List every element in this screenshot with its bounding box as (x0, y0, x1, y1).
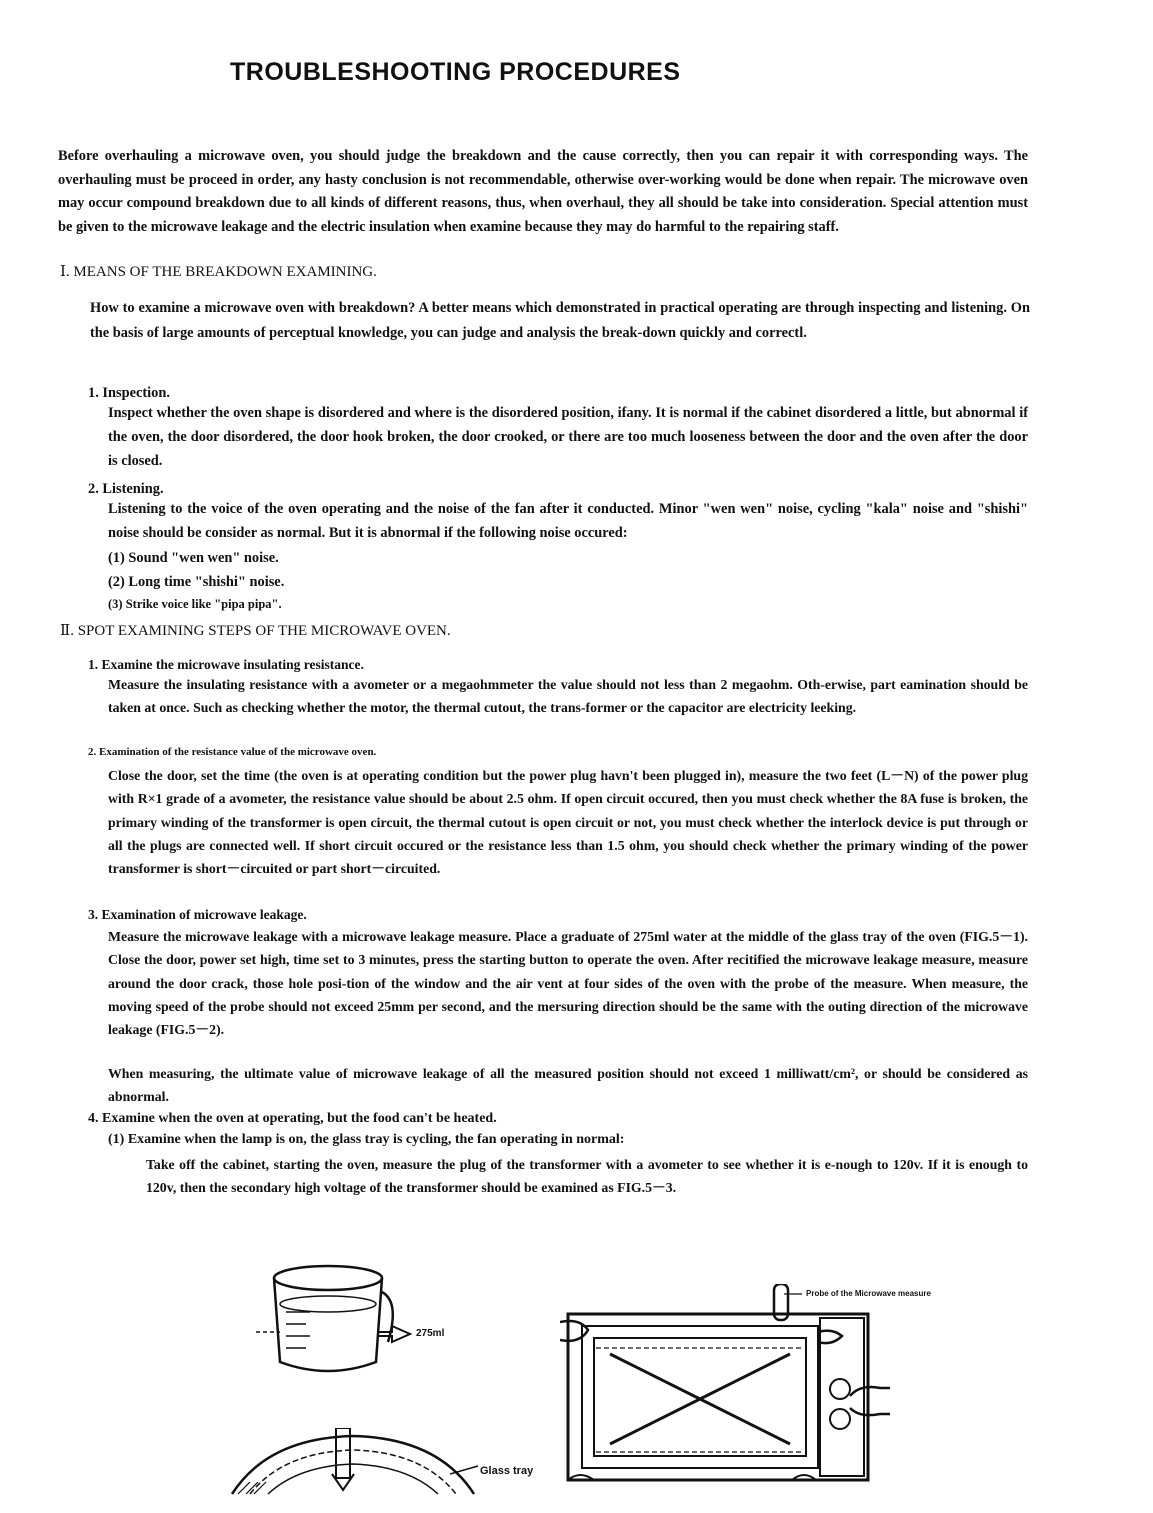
section-2-item-4-sub-body: Take off the cabinet, starting the oven, measure the plug of the transformer with a avometer to see whether it is e-nough to 120v. If it is enough to 120v, then the secondary high voltage of the transformer should be examined as FIG.5－3. (146, 1157, 1028, 1196)
section-2-heading: Ⅱ. SPOT EXAMINING STEPS OF THE MICROWAVE OVEN. (60, 623, 451, 639)
section-2-item-3-body: Measure the microwave leakage with a microwave leakage measure. Place a graduate of 275ml water at the middle of the glass tray of the oven (FIG.5－1). Close the door, power set high, time set to 3 minutes, press the starting button to operate the oven. After recitified the microwave leakage measure, measure around the door crack, those hole posi-tion of the window and the air vent at four sides of the oven with the probe of the measure. When measure, the moving speed of the probe should not exceed 25mm per second, and the mersuring direction should be the same with the outing direction of the microwave leakage (FIG.5－2). (108, 929, 1028, 1038)
noise-list-item-2: (2) Long time "shishi" noise. (108, 574, 285, 590)
beaker-figure (250, 1262, 480, 1382)
probe-label-leader (784, 1289, 804, 1299)
section-1-item-2-body: Listening to the voice of the oven operating and the noise of the fan after it conducted. Minor "wen wen" noise, cycling "kala" noise and "shishi" noise should be consider as normal. But it is abnormal if the following noise occured: (108, 501, 1028, 541)
probe-label: Probe of the Microwave measure (806, 1289, 931, 1298)
glass-tray-figure (228, 1428, 478, 1498)
section-2-item-2-title: 2. Examination of the resistance value of the microwave oven. (88, 746, 377, 758)
section-2-item-3-body-2: When measuring, the ultimate value of microwave leakage of all the measured position should not exceed 1 milliwatt/cm², or should be considered as abnormal. (108, 1066, 1028, 1105)
section-1-item-1-body: Inspect whether the oven shape is disordered and where is the disordered position, ifany. It is normal if the cabinet disordered a little, but abnormal if the oven, the door disordered, the door hook broken, the door crooked, or there are too much looseness between the door and the oven after the door is closed. (108, 405, 1028, 469)
intro-paragraph: Before overhauling a microwave oven, you should judge the breakdown and the cause correctly, then you can repair it with corresponding ways. The overhauling must be proceed in order, any hasty conclusion is not recommendable, otherwise over-working would be done when repair. The microwave oven may occur compound breakdown due to all kinds of different reasons, thus, when overhaul, they all should be take into consideration. Special attention must be given to the microwave leakage and the electric insulation when examine because they may do harmful to the repairing staff. (58, 148, 1028, 235)
tray-label: Glass tray (480, 1465, 534, 1477)
section-1-body: How to examine a microwave oven with breakdown? A better means which demonstrated in practical operating are through inspecting and listening. On the basis of large amounts of perceptual knowledge, you can judge and analysis the break-down quickly and correctl. (90, 300, 1030, 341)
noise-list-item-1: (1) Sound "wen wen" noise. (108, 550, 279, 566)
section-2-item-1-body: Measure the insulating resistance with a avometer or a megaohmmeter the value should not less than 2 megaohm. Oth-erwise, part eamination should be taken at once. Such as checking whether the motor, the thermal cutout, the trans-former or the capacitor are electricity leeking. (108, 677, 1028, 715)
section-1-item-1-title: 1. Inspection. (88, 385, 170, 401)
section-1-item-2-title: 2. Listening. (88, 481, 164, 497)
section-2-item-4-sub-title: (1) Examine when the lamp is on, the glass tray is cycling, the fan operating in normal: (108, 1132, 625, 1147)
section-1-heading: Ⅰ. MEANS OF THE BREAKDOWN EXAMINING. (60, 264, 377, 280)
section-2-item-4-title: 4. Examine when the oven at operating, but the food can't be heated. (88, 1111, 497, 1126)
section-2-item-3-title: 3. Examination of microwave leakage. (88, 907, 307, 922)
section-2-item-2-body: Close the door, set the time (the oven is at operating condition but the power plug havn't been plugged in), measure the two feet (L－N) of the power plug with R×1 grade of a avometer, the resistance value should be about 2.5 ohm. If open circuit occured, then you must check whether the 8A fuse is broken, the primary winding of the transformer is open circuit, the thermal cutout is open circuit or not, you must check whether the interlock device is put through or all the plugs are connected well. If short circuit occured or the resistance less than 1.5 ohm, you should check whether the primary winding of the power transformer is short－circuited or part short－circuited. (108, 768, 1028, 877)
tray-label-leader (450, 1464, 480, 1476)
page-title: TROUBLESHOOTING PROCEDURES (230, 58, 681, 86)
beaker-label: 275ml (416, 1328, 445, 1339)
oven-figure (560, 1284, 900, 1484)
section-2-item-1-title: 1. Examine the microwave insulating resistance. (88, 657, 364, 672)
noise-list-item-3: (3) Strike voice like "pipa pipa". (108, 597, 282, 611)
